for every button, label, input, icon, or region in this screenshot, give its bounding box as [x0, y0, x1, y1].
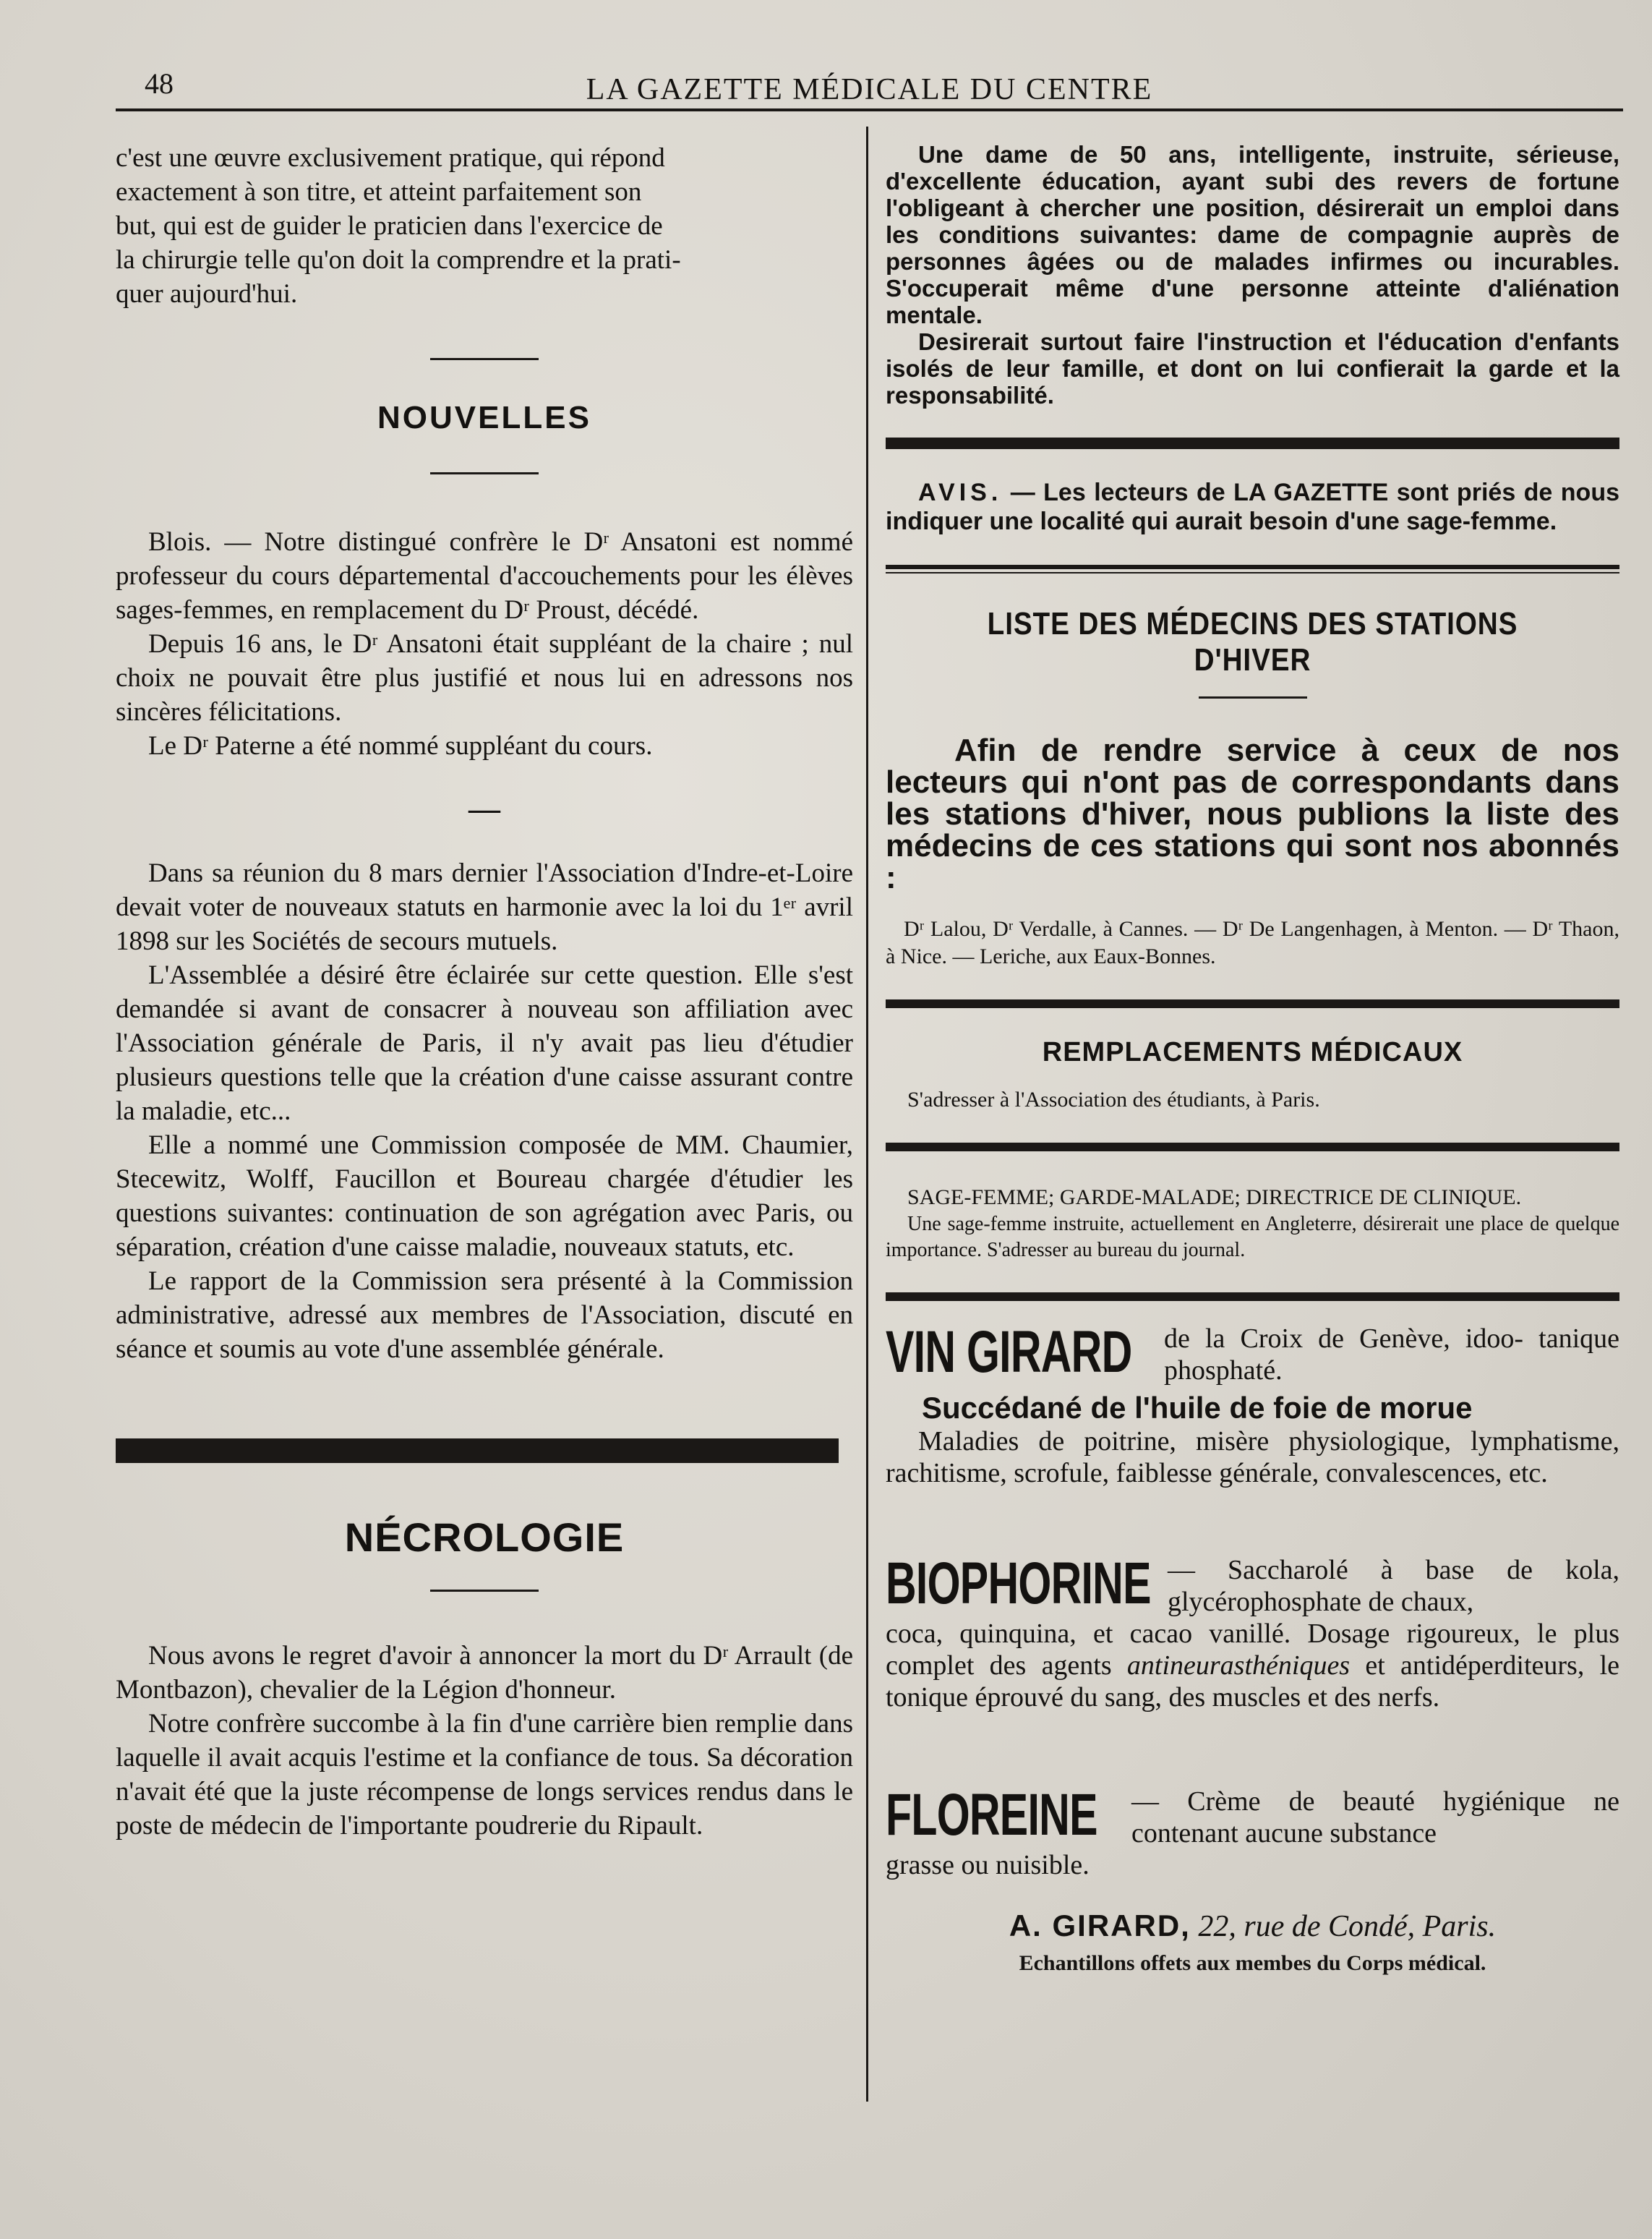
- news-paragraph: Elle a nommé une Commission composée de MM. Chaumier, Stecewitz, Wolff, Faucillon et Boureau chargée d'étudier les questions suivantes: continuation de son agrégation avec Paris, ou séparation, création d'une caisse maladie, nouveaux statuts, etc.: [116, 1130, 853, 1262]
- double-rule: [886, 565, 1619, 573]
- separator-rule: [1199, 696, 1307, 699]
- heavy-rule: [886, 999, 1619, 1008]
- intro-line: quer aujourd'hui.: [116, 279, 298, 309]
- biophorine-text: [886, 1618, 1619, 1713]
- avis-notice: [886, 478, 1619, 536]
- necro-paragraph: Notre confrère succombe à la fin d'une carrière bien remplie dans laquelle il avait acquis l'estime et la confiance de tous. Sa décoration n'avait été que la juste récompense de longs services rendus dans le poste de médecin de l'importante poudrerie du Ripault.: [116, 1709, 853, 1841]
- intro-line: la chirurgie telle qu'on doit la comprendre et la prati-: [116, 245, 681, 275]
- floreine-ad: [886, 1782, 1619, 1887]
- separator-rule: [430, 358, 539, 360]
- avis-label: AVIS.: [918, 479, 1003, 506]
- intro-text: [116, 141, 853, 311]
- column-divider: [866, 127, 868, 2102]
- liste-title: LISTE DES MÉDECINS DES STATIONS D'HIVER: [987, 606, 1518, 678]
- girard-address: [886, 1909, 1619, 1944]
- news-paragraph: Dans sa réunion du 8 mars dernier l'Association d'Indre-et-Loire devait voter de nouveaux statuts en harmonie avec la loi du 1ᵉʳ avril 1898 sur les Sociétés de secours mutuels.: [116, 858, 853, 956]
- liste-intro: Afin de rendre service à ceux de nos lecteurs qui n'ont pas de correspondants dans les stations d'hiver, nous publions la liste des médecins de ces stations qui sont nos abonnés :: [886, 733, 1619, 895]
- intro-line: exactement à son titre, et atteint parfaitement son: [116, 177, 642, 207]
- girard-note: Echantillons offets aux membes du Corps médical.: [1019, 1951, 1486, 1975]
- biophorine-ad: [886, 1551, 1620, 1771]
- header-rule: [116, 108, 1623, 111]
- news-paragraph: Blois. — Notre distingué confrère le Dʳ Ansatoni est nommé professeur du cours départemental d'accouchements pour les élèves sages-femmes, en remplacement du Dʳ Proust, décédé.: [116, 527, 853, 625]
- vin-girard-tagline: de la Croix de Genève, idoo- tanique phosphaté.: [1164, 1323, 1619, 1386]
- girard-name: A. GIRARD,: [1009, 1909, 1191, 1942]
- biophorine-text-em: antineurasthéniques: [1126, 1650, 1351, 1681]
- heavy-rule: [886, 1143, 1619, 1151]
- heavy-rule: [886, 438, 1619, 449]
- nouvelles-title: NOUVELLES: [377, 400, 591, 435]
- necrologie-text: [116, 1639, 853, 1843]
- journal-title: LA GAZETTE MÉDICALE DU CENTRE: [586, 73, 1153, 106]
- vin-girard-ad: [886, 1319, 1619, 1525]
- separator-rule: [430, 1590, 539, 1592]
- left-column: [116, 141, 853, 1843]
- biophorine-text-a: coca, quinquina, et cacao vanillé. Dosage rigoureux, le plus complet des agents: [886, 1619, 1619, 1681]
- remplacements-text: S'adresser à l'Association des étudiants, à Paris.: [907, 1088, 1320, 1112]
- intro-line: c'est une œuvre exclusivement pratique, qui répond: [116, 143, 665, 173]
- heavy-rule: [116, 1438, 839, 1463]
- vin-girard-subtitle: Succédané de l'huile de foie de morue: [922, 1391, 1473, 1425]
- vin-girard-text: Maladies de poitrine, misère physiologique, lymphatisme, rachitisme, scrofule, faiblesse générale, convalescences, etc.: [886, 1426, 1619, 1488]
- sage-femme-title: SAGE-FEMME; GARDE-MALADE; DIRECTRICE DE CLINIQUE.: [907, 1185, 1522, 1209]
- news-paragraph: L'Assemblée a désiré être éclairée sur cette question. Elle s'est demandée si avant de consacrer à nouveau son affiliation avec l'Association générale de Paris, il n'y avait pas lieu d'étudier plusieurs questions telle que la création d'une caisse assurant contre la maladie, etc...: [116, 960, 853, 1126]
- news-paragraph: Le Dʳ Paterne a été nommé suppléant du cours.: [148, 731, 653, 761]
- dame-notice: [886, 141, 1619, 409]
- remplacements-title: REMPLACEMENTS MÉDICAUX: [1042, 1037, 1463, 1067]
- liste-names: Dʳ Lalou, Dʳ Verdalle, à Cannes. — Dʳ De Langenhagen, à Menton. — Dʳ Thaon, à Nice. — Leriche, aux Eaux-Bonnes.: [886, 917, 1619, 968]
- association-news: [116, 856, 853, 1366]
- avis-text: — Les lecteurs de LA GAZETTE sont priés de nous indiquer une localité qui aurait besoin d'une sage-femme.: [886, 479, 1619, 535]
- blois-news: [116, 525, 853, 763]
- heavy-rule: [886, 1292, 1619, 1301]
- floreine-brand: FLOREINE: [886, 1782, 1097, 1848]
- necro-paragraph: Nous avons le regret d'avoir à annoncer la mort du Dʳ Arrault (de Montbazon), chevalier de la Légion d'honneur.: [116, 1641, 853, 1705]
- separator-rule: [430, 472, 539, 474]
- intro-line: but, qui est de guider le praticien dans l'exercice de: [116, 211, 663, 241]
- necrologie-title: NÉCROLOGIE: [344, 1514, 625, 1560]
- news-paragraph: Le rapport de la Commission sera présenté à la Commission administrative, adressé aux membres de l'Association, discuté en séance et soumis au vote d'une assemblée générale.: [116, 1266, 853, 1364]
- page-header: [116, 58, 1623, 116]
- page-number: 48: [145, 67, 174, 100]
- biophorine-brand: BIOPHORINE: [886, 1551, 1151, 1616]
- biophorine-tagline: — Saccharolé à base de kola, glycérophosphate de chaux,: [1168, 1555, 1619, 1617]
- floreine-text: grasse ou nuisible.: [886, 1850, 1090, 1880]
- notice-paragraph: Une dame de 50 ans, intelligente, instruite, sérieuse, d'excellente éducation, ayant subi des revers de fortune l'obligeant à chercher une position, désirerait un emploi dans les conditions suivantes: dame de compagnie auprès de personnes âgées ou de malades infirmes ou incurables. S'occuperait même d'une personne atteinte d'aliénation mentale.: [886, 141, 1619, 328]
- sage-femme-text: Une sage-femme instruite, actuellement en Angleterre, désirerait une place de quelque importance. S'adresser au bureau du journal.: [886, 1213, 1619, 1261]
- girard-address-text: 22, rue de Condé, Paris.: [1190, 1910, 1497, 1943]
- notice-paragraph: Desirerait surtout faire l'instruction et l'éducation d'enfants isolés de leur famille, et dont on lui confierait la garde et la responsabilité.: [886, 328, 1619, 409]
- vin-girard-brand: VIN GIRARD: [886, 1319, 1132, 1385]
- floreine-tagline: — Crème de beauté hygiénique ne contenant aucune substance: [1131, 1786, 1619, 1848]
- news-paragraph: Depuis 16 ans, le Dʳ Ansatoni était suppléant de la chaire ; nul choix ne pouvait être plus justifié et nous lui en adressons nos sincères félicitations.: [116, 629, 853, 727]
- right-column: [886, 141, 1619, 1976]
- biophorine-text-b: et antidéperditeurs, le tonique éprouvé du sang, des muscles et des nerfs.: [886, 1650, 1620, 1713]
- dash-separator: —: [468, 791, 500, 827]
